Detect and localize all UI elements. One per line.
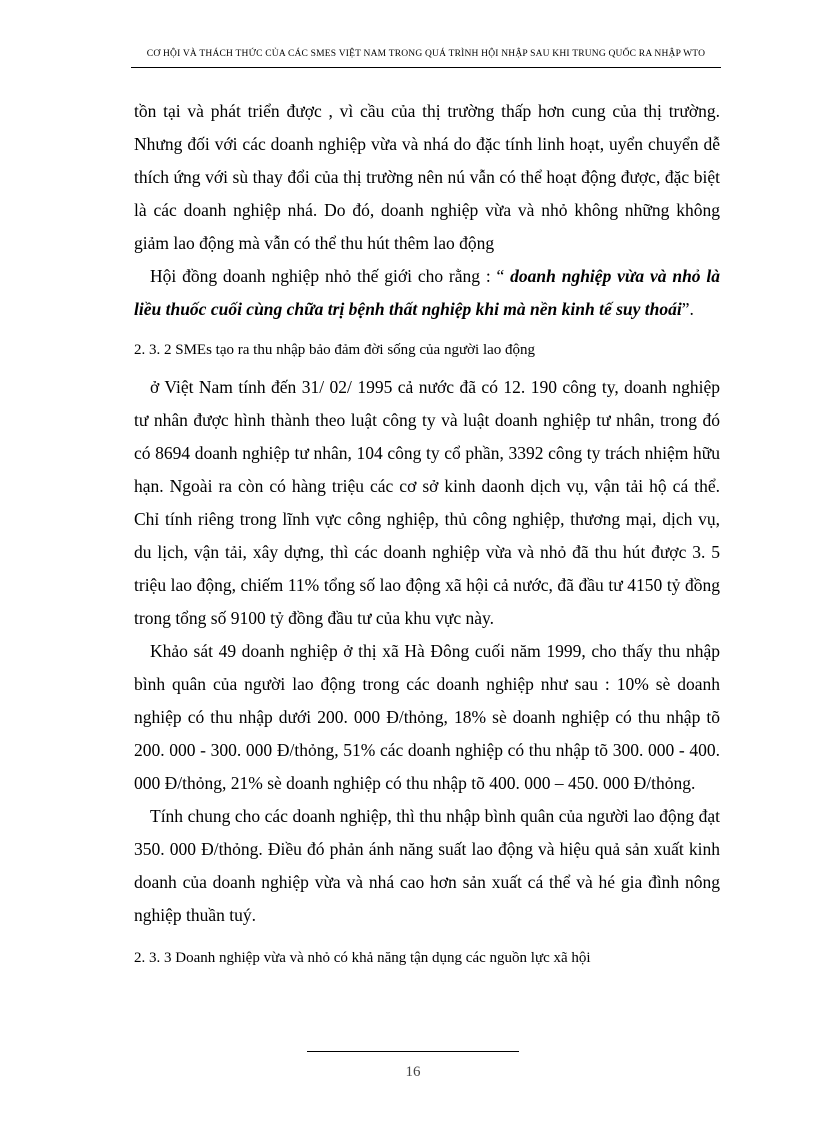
- paragraph-income-summary: Tính chung cho các doanh nghiệp, thì thu nhập bình quân của người lao động đạt 350. 000 Đ/thỏng. Điều đó phản ánh năng suất lao động và hiệu quả sản xuất kinh doanh của doanh nghiệp vừa và nhá cao hơn sản xuất cá thể và hé gia đình nông nghiệp thuần tuý.: [134, 806, 720, 925]
- running-header-title: CƠ HỘI VÀ THÁCH THỨC CỦA CÁC SMES VIỆT NAM TRONG QUÁ TRÌNH HỘI NHẬP SAU KHI TRUNG QUỐC RA NHẬP WTO: [146, 49, 706, 59]
- document-body: [134, 95, 720, 979]
- quote-emphasis: doanh nghiệp vừa và nhỏ là liều thuốc cuối cùng chữa trị bệnh thất nghiệp khi mà nền kinh tế suy thoái: [134, 266, 720, 319]
- footer-divider: [307, 1051, 519, 1052]
- quote-tail: ”.: [681, 299, 694, 319]
- paragraph-continuation: tồn tại và phát triển được , vì cầu của thị trường thấp hơn cung của thị trường. Nhưng đối với các doanh nghiệp vừa và nhá do đặc tính linh hoạt, uyển chuyển dễ thích ứng với sù thay đổi của thị trường nên nú vẫn có thể hoạt động được, đặc biệt là các doanh nghiệp nhá. Do đó, doanh nghiệp vừa và nhỏ không những không giảm lao động mà vẫn có thể thu hút thêm lao động: [134, 101, 720, 253]
- page-number: 16: [405, 1064, 421, 1080]
- section-heading-2-3-3: 2. 3. 3 Doanh nghiệp vừa và nhỏ có khả năng tận dụng các nguồn lực xã hội: [134, 950, 591, 966]
- paragraph-quote: [134, 260, 720, 326]
- paragraph-survey: Khảo sát 49 doanh nghiệp ở thị xã Hà Đông cuối năm 1999, cho thấy thu nhập bình quân của người lao động trong các doanh nghiệp như sau : 10% sè doanh nghiệp có thu nhập dưới 200. 000 Đ/thỏng, 18% sè doanh nghiệp có thu nhập tõ 200. 000 - 300. 000 Đ/thỏng, 51% các doanh nghiệp có thu nhập tõ 300. 000 - 400. 000 Đ/thỏng, 21% sè doanh nghiệp có thu nhập tõ 400. 000 – 450. 000 Đ/thỏng.: [134, 641, 720, 793]
- section-heading-2-3-2: 2. 3. 2 SMEs tạo ra thu nhập bảo đảm đời sống của người lao động: [134, 342, 536, 358]
- paragraph-enterprise-stats: ở Việt Nam tính đến 31/ 02/ 1995 cả nước đã có 12. 190 công ty, doanh nghiệp tư nhân được hình thành theo luật công ty và luật doanh nghiệp tư nhân, trong đó có 8694 doanh nghiệp tư nhân, 104 công ty cổ phần, 3392 công ty trách nhiệm hữu hạn. Ngoài ra còn có hàng triệu các cơ sở kinh daonh dịch vụ, vận tải hộ cá thể. Chỉ tính riêng trong lĩnh vực công nghiệp, thủ công nghiệp, thương mại, dịch vụ, du lịch, vận tải, xây dựng, thì các doanh nghiệp vừa và nhỏ đã thu hút được 3. 5 triệu lao động, chiếm 11% tổng số lao động xã hội cả nước, đã đầu tư 4150 tỷ đồng trong tổng số 9100 tỷ đồng đầu tư của khu vực này.: [134, 377, 720, 628]
- quote-lead: Hội đồng doanh nghiệp nhỏ thế giới cho rằng : “: [150, 266, 511, 286]
- header-divider: [131, 67, 721, 68]
